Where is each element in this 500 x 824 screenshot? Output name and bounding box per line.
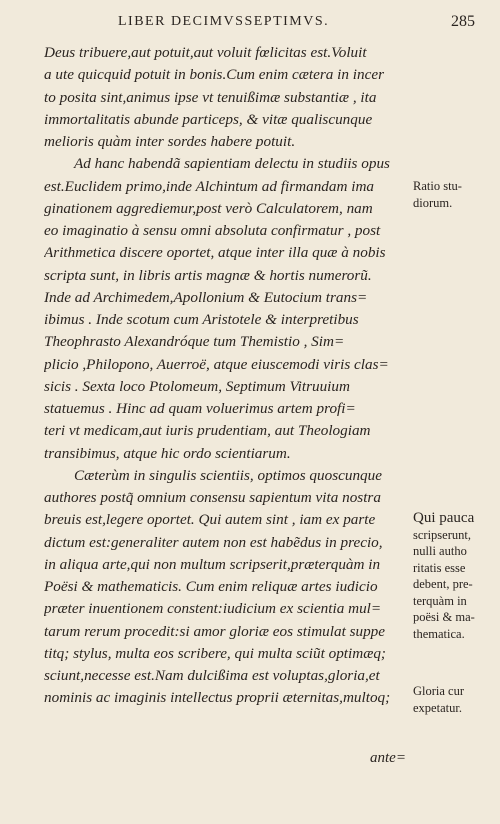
margin-note-qui-pauca <box>413 510 493 642</box>
text-line: est.Euclidem primo,inde Alchintum ad firmandam ima <box>44 177 375 195</box>
text-line: eo imaginatio à sensu omni absoluta confirmatur , post <box>44 222 381 239</box>
paragraph <box>44 153 414 465</box>
margin-note-line: Qui pauca <box>413 510 475 526</box>
text-line: melioris quàm inter sordes habere potuit. <box>44 133 296 150</box>
text-line: plicio ,Philopono, Auerroë, atque eiuscemodi viris clas= <box>44 355 389 373</box>
text-line: a ute quicquid potuit in bonis.Cum enim cætera in incer <box>44 66 384 84</box>
text-line: præter inuentionem constent:iudicium ex scientia mul= <box>44 600 382 618</box>
text-line: Cæterùm in singulis scientiis, optimos quoscunque <box>74 466 382 484</box>
margin-note-line: thematica. <box>413 626 465 641</box>
running-title: LIBER DECIMVSSEPTIMVS. <box>118 14 330 29</box>
text-line: Poësi & mathematicis. Cum enim reliquæ artes iudicio <box>44 578 378 595</box>
text-line: sicis . Sexta loco Ptolomeum, Septimum Vitruuium <box>44 377 350 395</box>
text-line: tarum rerum procedit:si amor gloriæ eos stimulat suppe <box>44 622 386 640</box>
text-line: to posita sint,animus ipse vt tenuißimæ substantiæ , ita <box>44 88 377 106</box>
paragraph <box>44 465 414 710</box>
text-line: Arithmetica discere oportet, atque inter illa quæ à nobis <box>44 244 386 262</box>
paragraph <box>44 42 414 153</box>
text-line: titq; stylus, multa eos scribere, qui multa sciũt optimæq; <box>44 644 386 662</box>
text-line: immortalitatis abunde particeps, & vitæ qualiscunque <box>44 110 373 128</box>
text-line: in aliqua arte,qui non multum scripserit,præterquàm in <box>44 555 381 573</box>
margin-note-line: diorum. <box>413 195 453 210</box>
main-text <box>44 42 414 710</box>
catchword: ante= <box>370 750 406 766</box>
page-number: 285 <box>451 13 475 30</box>
margin-note-line: terquàm in <box>413 593 467 608</box>
margin-note-gloria-cur <box>413 683 493 716</box>
text-line: ibimus . Inde scotum cum Aristotele & interpretibus <box>44 311 359 328</box>
text-line: statuemus . Hinc ad quam voluerimus artem profi= <box>44 400 356 417</box>
margin-note-ratio-studiorum <box>413 178 493 211</box>
margin-note-line: scripserunt, <box>413 527 471 542</box>
text-line: scripta sunt, in libris artis magnæ & hortis numerorũ. <box>44 266 372 284</box>
margin-note-line: debent, pre- <box>413 577 473 591</box>
margin-note-line: poësi & ma- <box>413 610 475 624</box>
text-line: teri vt medicam,aut iuris prudentiam, aut Theologiam <box>44 422 371 440</box>
margin-note-line: Ratio stu- <box>413 179 462 193</box>
text-line: Theophrasto Alexandróque tum Themistio , Sim= <box>44 333 345 351</box>
margin-note-line: ritatis esse <box>413 560 466 575</box>
margin-note-line: expetatur. <box>413 700 462 715</box>
text-line: dictum est:generaliter autem non est habẽdus in precio, <box>44 533 383 551</box>
text-line: Deus tribuere,aut potuit,aut voluit fœlicitas est.Voluit <box>44 44 367 61</box>
text-line: sciunt,necesse est.Nam dulcißima est voluptas,gloria,et <box>44 667 380 684</box>
text-line: nominis ac imaginis intellectus proprii æternitas,multoq; <box>44 689 391 707</box>
margin-note-line: Gloria cur <box>413 684 465 698</box>
text-line: transibimus, atque hic ordo scientiarum. <box>44 444 291 462</box>
text-line: Ad hanc habendã sapientiam delectu in studiis opus <box>74 155 390 173</box>
text-line: Inde ad Archimedem,Apollonium & Eutocium trans= <box>44 288 368 306</box>
margin-note-line: nulli autho <box>413 544 467 558</box>
text-line: ginationem aggrediemur,post verò Calculatorem, nam <box>44 199 373 217</box>
text-line: breuis est,legere oportet. Qui autem sint , iam ex parte <box>44 511 376 529</box>
text-line: authores postq̃ omnium consensu sapientum vita nostra <box>44 489 381 506</box>
